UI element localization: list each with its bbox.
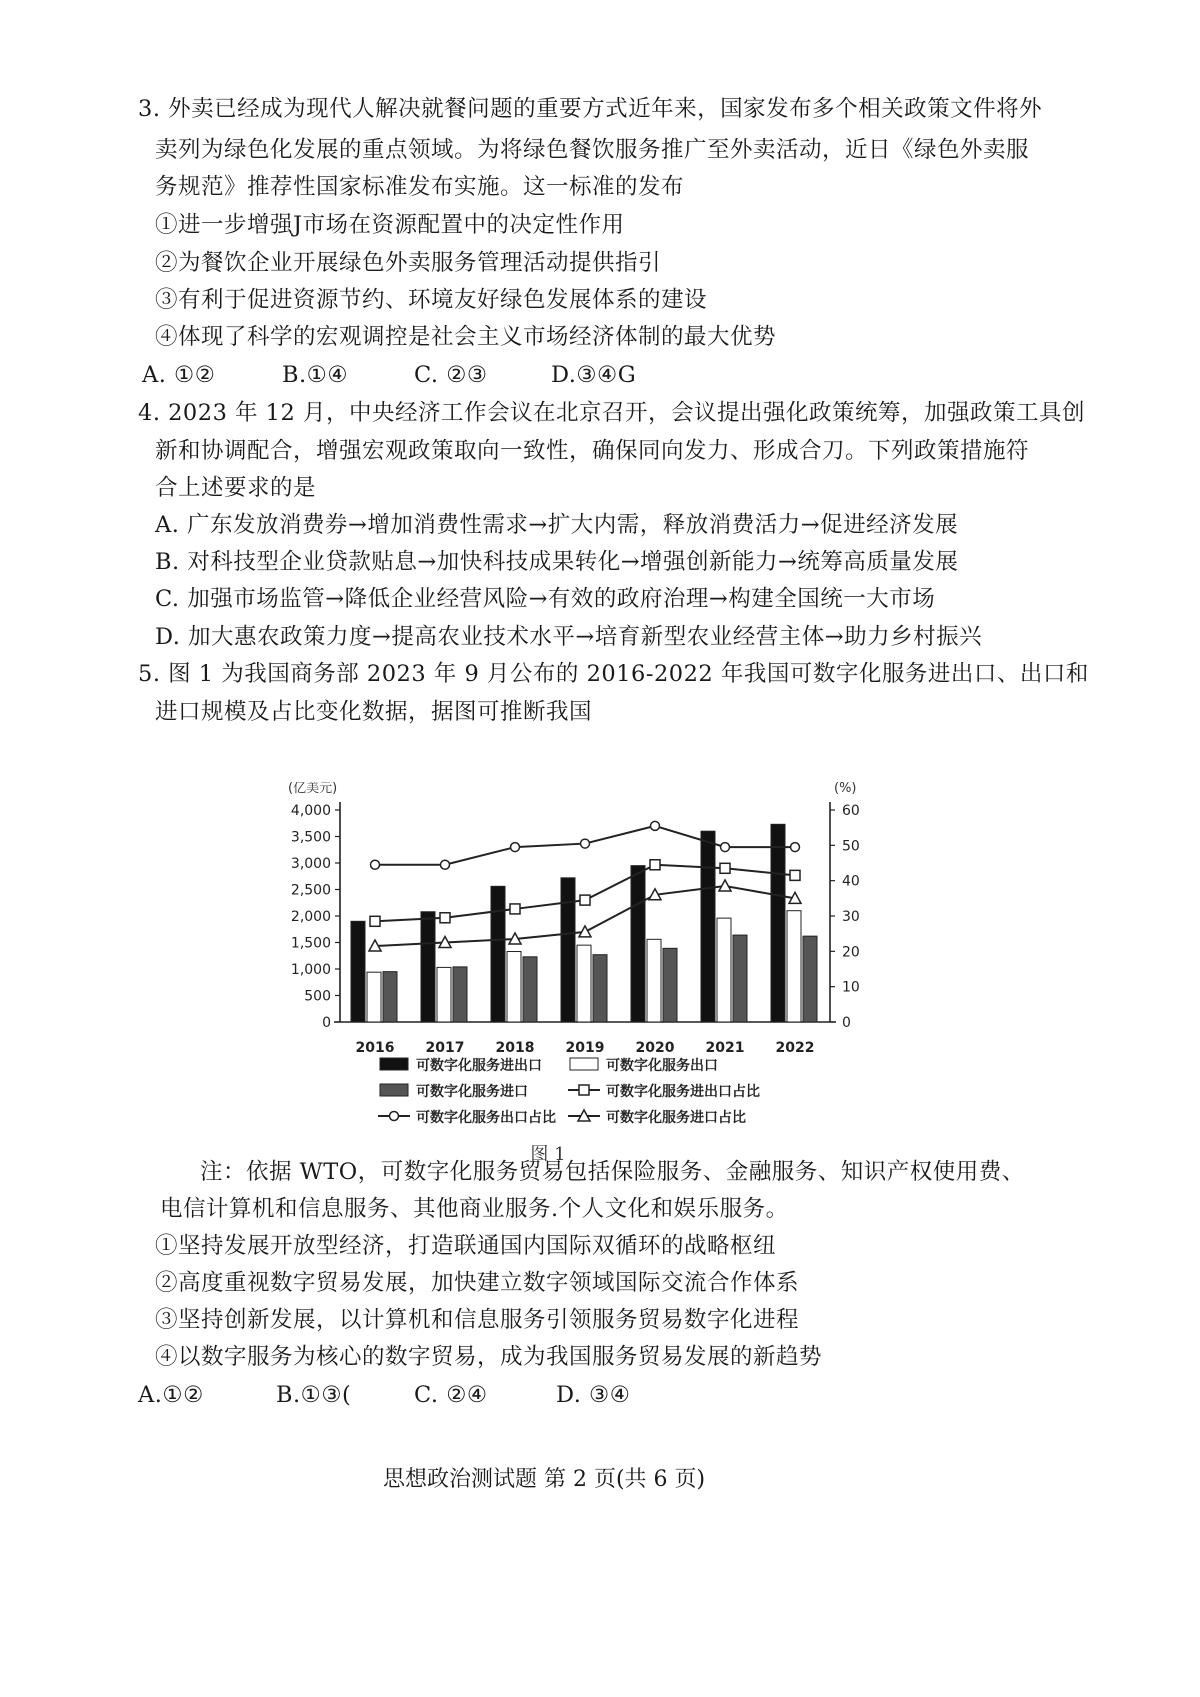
q4-option-c: C. 加强市场监管→降低企业经营风险→有效的政府治理→构建全国统一大市场 <box>155 586 936 612</box>
point-circle <box>581 839 590 848</box>
bar <box>421 912 435 1022</box>
legend-label: 可数字化服务进出口占比 <box>606 1084 760 1100</box>
right-tick-label: 20 <box>842 944 860 961</box>
bar <box>787 911 801 1022</box>
bar <box>577 945 591 1022</box>
q3-option-b: B.①④ <box>282 362 349 388</box>
legend-label: 可数字化服务出口 <box>606 1058 718 1074</box>
point-circle <box>441 860 450 869</box>
page-footer: 思想政治测试题 第 2 页(共 6 页) <box>383 1467 706 1492</box>
left-tick-label: 2,500 <box>290 882 331 899</box>
point-square <box>370 916 380 926</box>
q4-option-a: A. 广东发放消费券→增加消费性需求→扩大内需，释放消费活力→促进经济发展 <box>155 512 959 538</box>
left-tick-label: 4,000 <box>290 803 331 819</box>
legend-swatch <box>570 1058 598 1070</box>
legend-label: 可数字化服务进口占比 <box>606 1110 746 1126</box>
q5-item: ②高度重视数字贸易发展，加快建立数字领域国际交流合作体系 <box>155 1270 800 1296</box>
left-tick-label: 1,000 <box>290 962 331 978</box>
x-tick-label: 2019 <box>565 1040 605 1056</box>
legend-swatch <box>380 1084 408 1096</box>
bar <box>383 972 397 1022</box>
x-tick-label: 2021 <box>705 1040 745 1056</box>
bar <box>803 936 817 1022</box>
point-triangle <box>719 880 731 891</box>
legend-label: 可数字化服务进口 <box>416 1084 528 1100</box>
q5-note: 注：依据 WTO，可数字化服务贸易包括保险服务、金融服务、知识产权使用费、 <box>200 1159 1025 1185</box>
bar <box>367 972 381 1022</box>
legend-label: 可数字化服务出口占比 <box>416 1110 556 1126</box>
point-circle <box>791 843 800 852</box>
x-tick-label: 2016 <box>355 1040 395 1056</box>
point-circle <box>371 860 380 869</box>
right-tick-label: 10 <box>842 979 860 996</box>
left-tick-label: 3,000 <box>290 856 331 872</box>
q4-option-d: D. 加大惠农政策力度→提高农业技术水平→培育新型农业经营主体→助力乡村振兴 <box>155 624 983 650</box>
legend-label: 可数字化服务进出口 <box>416 1058 542 1074</box>
left-tick-label: 500 <box>304 988 331 1005</box>
q4-line: 合上述要求的是 <box>155 475 317 501</box>
point-circle <box>721 843 730 852</box>
x-tick-label: 2020 <box>635 1040 675 1056</box>
bar <box>437 967 451 1022</box>
point-circle <box>651 821 660 830</box>
q4-line: 4. 2023 年 12 月，中央经济工作会议在北京召开，会议提出强化政策统筹，加强政策工具创 <box>138 400 1085 426</box>
q5-option-a: A.①② <box>138 1382 204 1408</box>
figure-caption: 图 1 <box>530 1144 566 1165</box>
x-tick-label: 2018 <box>495 1040 535 1056</box>
bar <box>507 952 521 1022</box>
bar <box>647 939 661 1022</box>
point-square <box>510 904 520 914</box>
q3-item: ①进一步增强J市场在资源配置中的决定性作用 <box>155 212 625 238</box>
point-square <box>720 863 730 873</box>
q3-line: 卖列为绿色化发展的重点领域。为将绿色餐饮服务推广至外卖活动，近日《绿色外卖服 <box>155 137 1030 163</box>
q5-option-c: C. ②④ <box>414 1382 488 1408</box>
q3-line: 务规范》推荐性国家标准发布实施。这一标准的发布 <box>155 174 685 200</box>
q5-option-d: D. ③④ <box>556 1382 631 1408</box>
right-tick-label: 30 <box>842 909 860 925</box>
bar <box>717 918 731 1022</box>
right-tick-label: 50 <box>842 838 860 855</box>
left-unit-label: (亿美元) <box>288 782 338 796</box>
bar <box>631 866 645 1022</box>
legend-swatch <box>380 1058 408 1070</box>
q4-line: 新和协调配合，增强宏观政策取向一致性，确保同向发力、形成合刀。下列政策措施符 <box>155 438 1030 464</box>
q3-option-d: D.③④G <box>551 362 637 388</box>
left-tick-label: 0 <box>322 1015 331 1031</box>
right-unit-label: (%) <box>834 782 857 796</box>
bar <box>593 955 607 1022</box>
bar <box>733 935 747 1022</box>
point-square <box>650 860 660 870</box>
q3-item: ④体现了科学的宏观调控是社会主义市场经济体制的最大优势 <box>155 324 777 350</box>
series-line <box>375 865 795 922</box>
q5-option-b: B.①③( <box>276 1382 352 1408</box>
q5-item: ④以数字服务为核心的数字贸易，成为我国服务贸易发展的新趋势 <box>155 1344 823 1370</box>
point-square <box>440 913 450 923</box>
point-square <box>580 895 590 905</box>
x-tick-label: 2022 <box>775 1040 815 1056</box>
q3-option-a: A. ①② <box>142 362 216 388</box>
bar <box>523 957 537 1022</box>
q5-note: 电信计算机和信息服务、其他商业服务.个人文化和娱乐服务。 <box>160 1196 789 1222</box>
bar <box>491 886 505 1022</box>
x-tick-label: 2017 <box>425 1040 465 1056</box>
left-tick-label: 1,500 <box>290 935 331 952</box>
point-square <box>790 870 800 880</box>
q3-line: 3. 外卖已经成为现代人解决就餐问题的重要方式近年来，国家发布多个相关政策文件将外 <box>138 96 1043 122</box>
q5-item: ①坚持发展开放型经济，打造联通国内国际双循环的战略枢纽 <box>155 1233 777 1259</box>
bar <box>351 921 365 1022</box>
bar <box>561 878 575 1022</box>
bar <box>701 831 715 1022</box>
q5-line: 进口规模及占比变化数据，据图可推断我国 <box>155 699 593 725</box>
q5-item: ③坚持创新发展，以计算机和信息服务引领服务贸易数字化进程 <box>155 1307 800 1333</box>
bar <box>771 824 785 1022</box>
left-tick-label: 3,500 <box>290 829 331 846</box>
point-circle <box>390 1112 399 1121</box>
right-tick-label: 60 <box>842 803 860 819</box>
right-tick-label: 40 <box>842 873 860 890</box>
right-tick-label: 0 <box>842 1015 851 1031</box>
q3-option-c: C. ②③ <box>414 362 488 388</box>
point-circle <box>511 843 520 852</box>
bar <box>663 948 677 1022</box>
q3-item: ②为餐饮企业开展绿色外卖服务管理活动提供指引 <box>155 250 662 276</box>
q3-item: ③有利于促进资源节约、环境友好绿色发展体系的建设 <box>155 287 708 313</box>
left-tick-label: 2,000 <box>290 909 331 925</box>
q5-line: 5. 图 1 为我国商务部 2023 年 9 月公布的 2016-2022 年我国可数字化服务进出口、出口和 <box>138 661 1089 687</box>
bar <box>453 967 467 1022</box>
q4-option-b: B. 对科技型企业贷款贴息→加快科技成果转化→增强创新能力→统筹高质量发展 <box>155 549 959 575</box>
point-square <box>579 1085 589 1095</box>
